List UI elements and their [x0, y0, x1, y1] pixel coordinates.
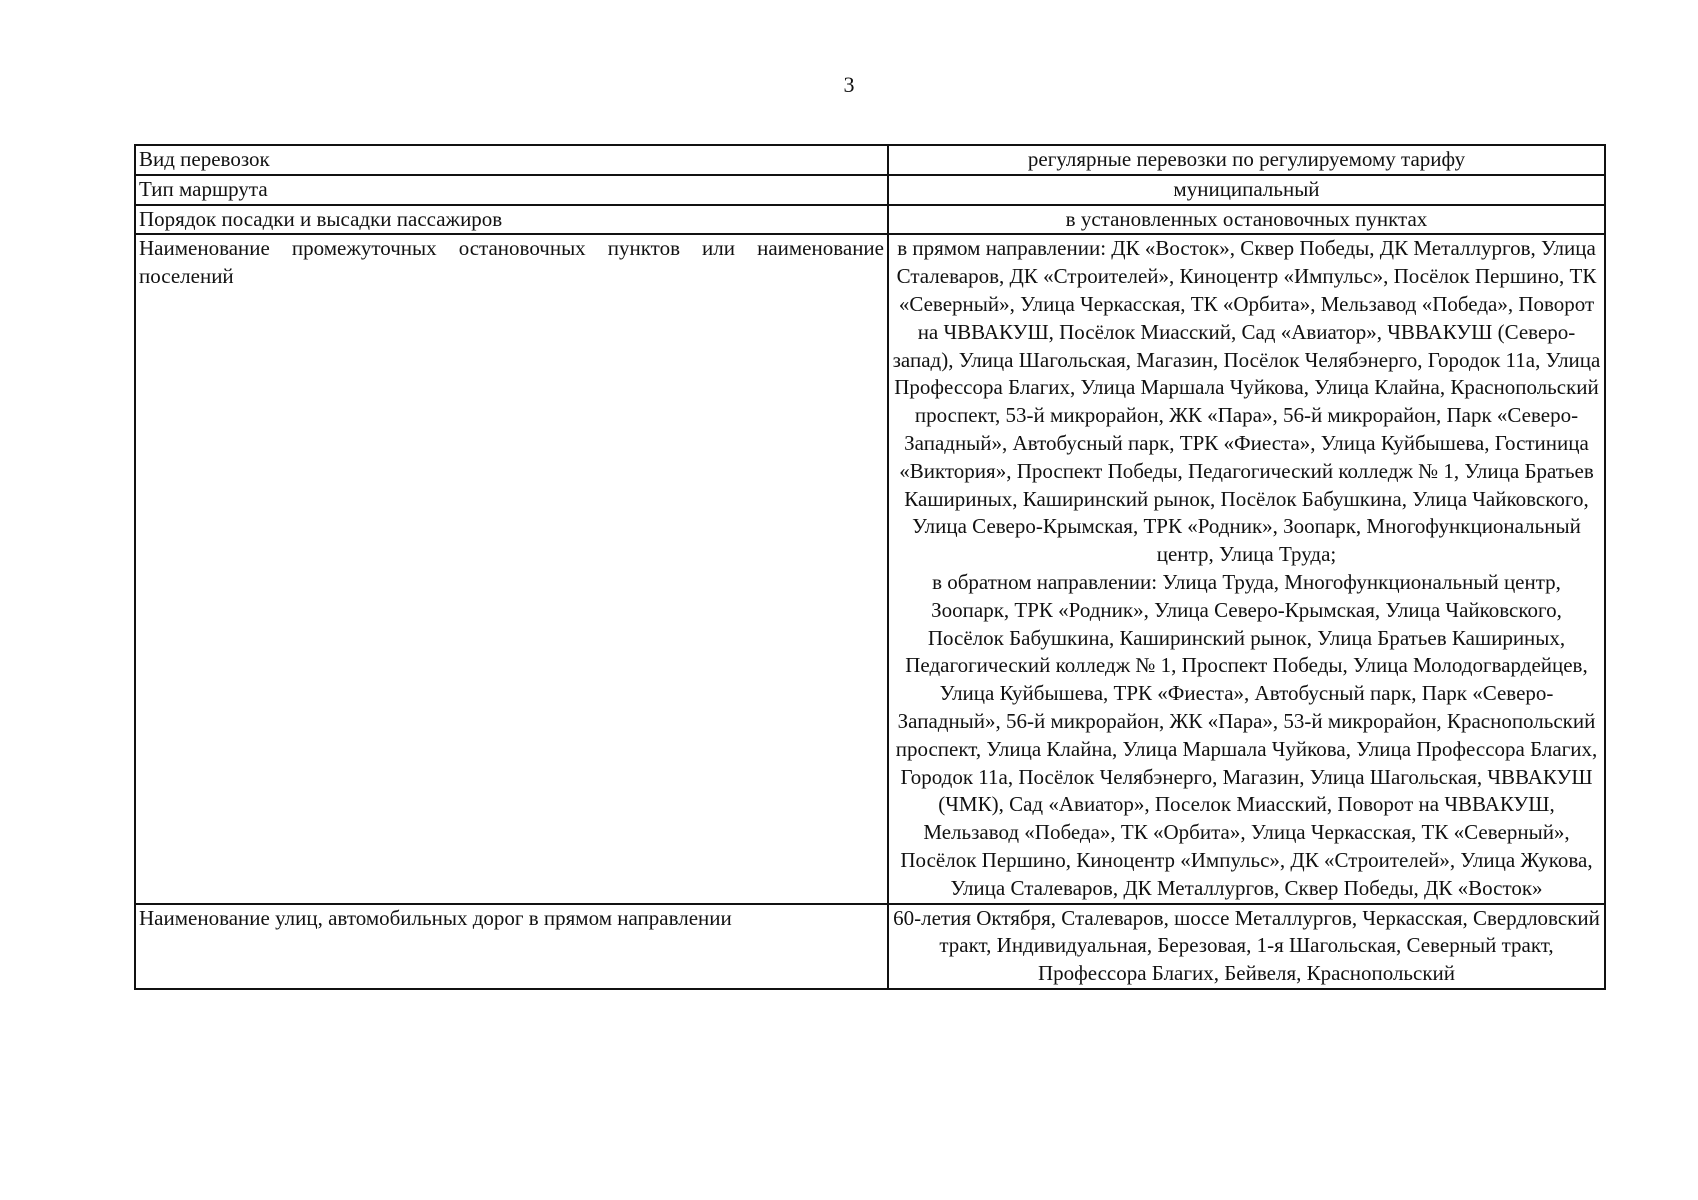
table-row-route-type	[135, 175, 1605, 205]
value-paragraph: муниципальный	[1173, 176, 1320, 201]
page-number: 3	[843, 72, 855, 97]
value-paragraph-forward: в прямом направлении: ДК «Восток», Сквер Победы, ДК Металлургов, Улица Сталеваров, ДК «Строителей», Киноцентр «Импульс», Посёлок Першино, ТК «Северный», Улица Черкасская, ТК «Орбита», Мельзавод «Победа», Поворот на ЧВВАКУШ, Посёлок Миасский, Сад «Авиатор», ЧВВАКУШ (Северо-запад), Улица Шагольская, Магазин, Посёлок Челябэнерго, Городок 11а, Улица Профессора Благих, Улица Маршала Чуйкова, Улица Клайна, Краснопольский проспект, 53-й микрорайон, ЖК «Пара», 56-й микрорайон, Парк «Северо-Западный», Автобусный парк, ТРК «Фиеста», Улица Куйбышева, Гостиница «Виктория», Проспект Победы, Педагогический колледж № 1, Улица Братьев Кашириных, Каширинский рынок, Посёлок Бабушкина, Улица Чайковского, Улица Северо-Крымская, ТРК «Родник», Зоопарк, Многофункциональный центр, Улица Труда;	[892, 236, 1601, 567]
table-row-streets-forward	[135, 904, 1605, 989]
value-paragraph: регулярные перевозки по регулируемому тарифу	[1027, 147, 1466, 171]
row-value	[888, 904, 1605, 989]
row-value	[888, 234, 1605, 903]
table-row-boarding-order	[135, 205, 1605, 235]
row-label: Наименование промежуточных остановочных пунктов или наименование поселений	[135, 234, 888, 903]
table-row-transport-type	[135, 145, 1605, 175]
row-label: Порядок посадки и высадки пассажиров	[135, 205, 888, 235]
value-paragraph: в установленных остановочных пунктах	[1065, 206, 1428, 231]
value-paragraph: 60-летия Октября, Сталеваров, шоссе Металлургов, Черкасская, Свердловский тракт, Индивидуальная, Березовая, 1-я Шагольская, Северный тракт, Профессора Благих, Бейвеля, Краснопольский	[893, 905, 1600, 986]
row-value	[888, 175, 1605, 205]
row-label: Вид перевозок	[135, 145, 888, 175]
row-value	[888, 205, 1605, 235]
table-row-intermediate-stops	[135, 234, 1605, 903]
value-paragraph-reverse: в обратном направлении: Улица Труда, Многофункциональный центр, Зоопарк, ТРК «Родник», Улица Северо-Крымская, Улица Чайковского, Посёлок Бабушкина, Каширинский рынок, Улица Братьев Кашириных, Педагогический колледж № 1, Проспект Победы, Улица Молодогвардейцев, Улица Куйбышева, ТРК «Фиеста», Автобусный парк, Парк «Северо-Западный», 56-й микрорайон, ЖК «Пара», 53-й микрорайон, Краснопольский проспект, Улица Клайна, Улица Маршала Чуйкова, Улица Профессора Благих, Городок 11а, Посёлок Челябэнерго, Магазин, Улица Шагольская, ЧВВАКУШ (ЧМК), Сад «Авиатор», Поселок Миасский, Поворот на ЧВВАКУШ, Мельзавод «Победа», ТК «Орбита», Улица Черкасская, ТК «Северный», Посёлок Першино, Киноцентр «Импульс», ДК «Строителей», Улица Жукова, Улица Сталеваров, ДК Металлургов, Сквер Победы, ДК «Восток»	[895, 569, 1598, 900]
row-value	[888, 145, 1605, 175]
route-passport-table	[134, 144, 1606, 990]
row-label: Тип маршрута	[135, 175, 888, 205]
row-label: Наименование улиц, автомобильных дорог в прямом направлении	[135, 904, 888, 989]
